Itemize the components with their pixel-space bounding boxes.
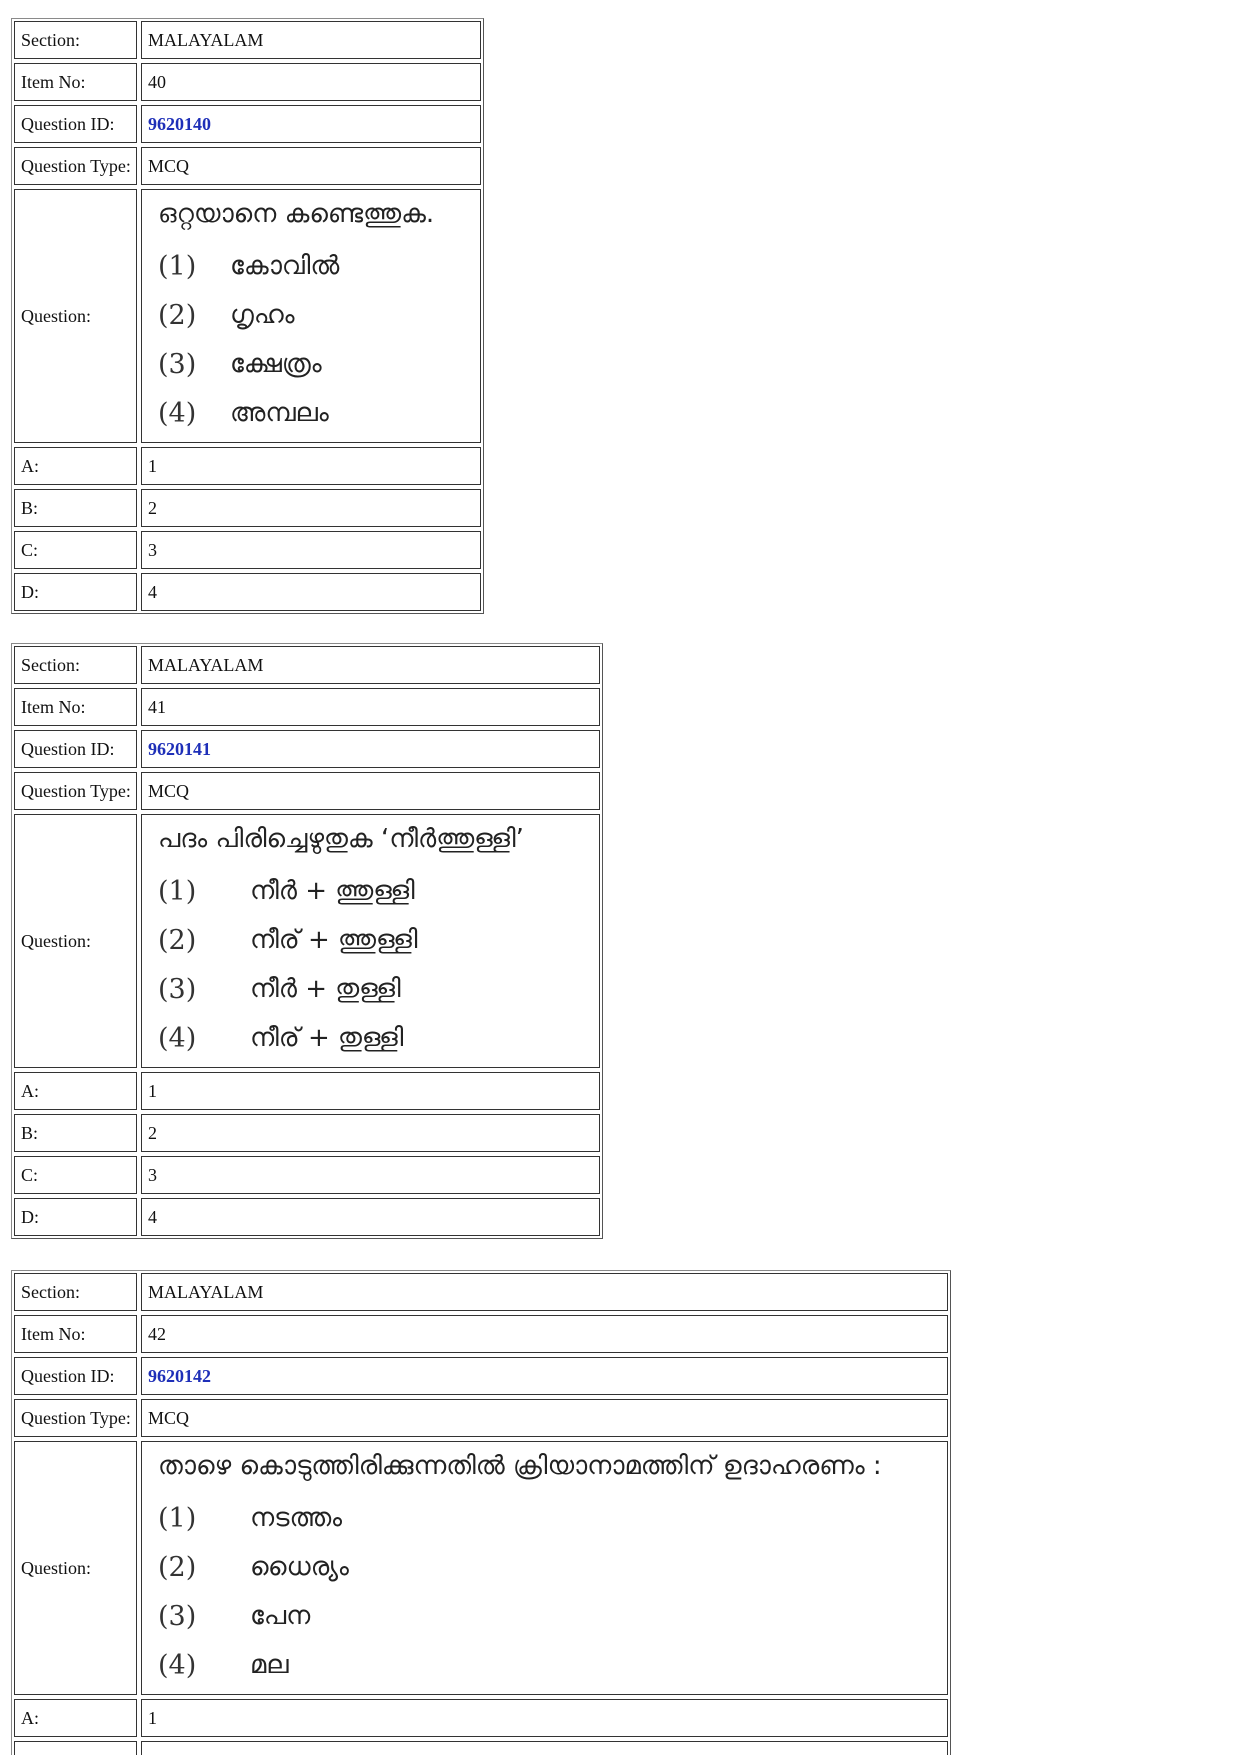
item-no-row — [14, 1315, 948, 1353]
answer-c-value: 3 — [141, 1156, 600, 1194]
item-no-label: Item No: — [14, 688, 137, 726]
answer-b-value — [141, 1741, 948, 1755]
answer-d-label: D: — [14, 573, 137, 611]
option-number: (1) — [158, 1503, 197, 1534]
option-text: ധൈര്യം — [250, 1552, 349, 1582]
question-id-label: Question ID: — [14, 105, 137, 143]
answer-a-row — [14, 1699, 948, 1737]
answer-a-value: 1 — [141, 1072, 600, 1110]
item-no-value: 42 — [141, 1315, 948, 1353]
option-text: ക്ഷേത്രം — [230, 349, 322, 379]
answer-d-value: 4 — [141, 573, 481, 611]
answer-a-label: A: — [14, 447, 137, 485]
item-no-label: Item No: — [14, 1315, 137, 1353]
answer-c-label: C: — [14, 1156, 137, 1194]
item-no-label: Item No: — [14, 63, 137, 101]
answer-b-value: 2 — [141, 489, 481, 527]
option-1 — [158, 242, 474, 291]
question-id-label: Question ID: — [14, 1357, 137, 1395]
question-type-value: MCQ — [141, 147, 481, 185]
question-id-value: 9620140 — [148, 113, 211, 134]
question-content — [141, 814, 600, 1068]
question-id-row — [14, 1357, 948, 1395]
question-type-value: MCQ — [141, 772, 600, 810]
answer-a-value: 1 — [141, 447, 481, 485]
item-no-row — [14, 63, 481, 101]
answer-a-label: A: — [14, 1699, 137, 1737]
question-id-row — [14, 105, 481, 143]
option-text: നീര് + ത്തുള്ളി — [250, 925, 418, 955]
answer-b-row — [14, 489, 481, 527]
question-row — [14, 189, 481, 443]
answer-d-row — [14, 573, 481, 611]
question-id-row — [14, 730, 600, 768]
option-2 — [158, 916, 593, 965]
section-value: MALAYALAM — [141, 1273, 948, 1311]
option-number: (4) — [158, 1023, 197, 1054]
option-number: (4) — [158, 1650, 197, 1681]
question-stem: താഴെ കൊടുത്തിരിക്കുന്നതിൽ ക്രിയാനാമത്തിന് ഉദാഹരണം : — [158, 1451, 882, 1481]
section-row — [14, 1273, 948, 1311]
option-text: നീര് + തുള്ളി — [250, 1023, 404, 1053]
option-3 — [158, 965, 593, 1014]
question-table-41 — [11, 643, 603, 1239]
answer-a-row — [14, 1072, 600, 1110]
question-id-label: Question ID: — [14, 730, 137, 768]
answer-c-value: 3 — [141, 531, 481, 569]
option-number: (1) — [158, 251, 197, 282]
answer-c-label: C: — [14, 531, 137, 569]
question-type-label: Question Type: — [14, 147, 137, 185]
option-1 — [158, 867, 593, 916]
answer-d-label: D: — [14, 1198, 137, 1236]
option-text: നടത്തം — [250, 1503, 343, 1533]
answer-d-value: 4 — [141, 1198, 600, 1236]
option-text: മല — [250, 1650, 289, 1680]
question-id-cell — [141, 730, 600, 768]
question-id-value: 9620141 — [148, 738, 211, 759]
question-table-40 — [11, 18, 484, 614]
item-no-value: 41 — [141, 688, 600, 726]
question-content — [141, 1441, 948, 1695]
question-stem: പദം പിരിച്ചെഴുതുക ‘നീർത്തുള്ളി’ — [158, 824, 524, 854]
option-3 — [158, 340, 474, 389]
option-text: നീർ + തുള്ളി — [250, 974, 401, 1004]
section-row — [14, 21, 481, 59]
option-text: പേന — [250, 1601, 311, 1631]
option-1 — [158, 1494, 941, 1543]
option-number: (4) — [158, 398, 197, 429]
option-number: (3) — [158, 1601, 197, 1632]
option-2 — [158, 1543, 941, 1592]
option-4 — [158, 1014, 593, 1063]
answer-c-row — [14, 531, 481, 569]
question-id-value: 9620142 — [148, 1365, 211, 1386]
question-type-label: Question Type: — [14, 772, 137, 810]
question-row — [14, 814, 600, 1068]
answer-b-label: B: — [14, 489, 137, 527]
option-number: (3) — [158, 349, 197, 380]
answer-a-value: 1 — [141, 1699, 948, 1737]
option-number: (3) — [158, 974, 197, 1005]
answer-d-row — [14, 1198, 600, 1236]
option-2 — [158, 291, 474, 340]
option-number: (1) — [158, 876, 197, 907]
answer-b-row — [14, 1114, 600, 1152]
question-id-cell — [141, 1357, 948, 1395]
question-stem: ഒറ്റയാനെ കണ്ടെത്തുക. — [158, 199, 435, 229]
question-label: Question: — [14, 1441, 137, 1695]
item-no-value: 40 — [141, 63, 481, 101]
answer-a-row — [14, 447, 481, 485]
answer-b-value: 2 — [141, 1114, 600, 1152]
question-label: Question: — [14, 189, 137, 443]
section-value: MALAYALAM — [141, 21, 481, 59]
option-4 — [158, 1641, 941, 1690]
item-no-row — [14, 688, 600, 726]
option-number: (2) — [158, 925, 197, 956]
question-type-row — [14, 1399, 948, 1437]
question-id-cell — [141, 105, 481, 143]
question-content — [141, 189, 481, 443]
answer-c-row — [14, 1156, 600, 1194]
answer-b-label: B: — [14, 1114, 137, 1152]
question-type-label: Question Type: — [14, 1399, 137, 1437]
answer-b-label — [14, 1741, 137, 1755]
question-table-42 — [11, 1270, 951, 1755]
question-type-value: MCQ — [141, 1399, 948, 1437]
question-row — [14, 1441, 948, 1695]
section-label: Section: — [14, 1273, 137, 1311]
section-label: Section: — [14, 646, 137, 684]
answer-b-row — [14, 1741, 948, 1755]
section-row — [14, 646, 600, 684]
question-label: Question: — [14, 814, 137, 1068]
question-type-row — [14, 147, 481, 185]
answer-a-label: A: — [14, 1072, 137, 1110]
option-3 — [158, 1592, 941, 1641]
option-text: കോവിൽ — [230, 251, 340, 281]
option-number: (2) — [158, 300, 197, 331]
option-text: നീർ + ത്തുള്ളി — [250, 876, 415, 906]
option-4 — [158, 389, 474, 438]
section-value: MALAYALAM — [141, 646, 600, 684]
option-number: (2) — [158, 1552, 197, 1583]
question-type-row — [14, 772, 600, 810]
option-text: ഗൃഹം — [230, 300, 295, 330]
section-label: Section: — [14, 21, 137, 59]
option-text: അമ്പലം — [230, 398, 329, 428]
